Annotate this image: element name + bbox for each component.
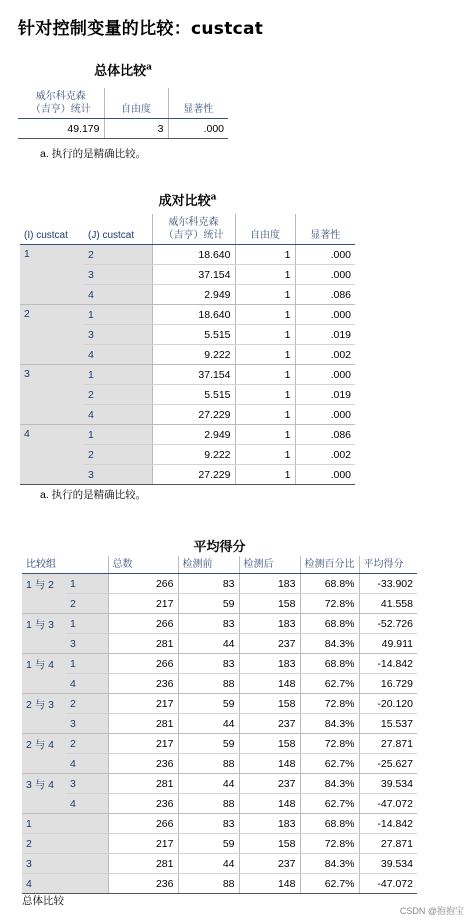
overall-header-row bbox=[18, 88, 228, 119]
watermark: CSDN @抱抱宝 bbox=[399, 906, 464, 916]
avgscore-footnote: 总体比较 bbox=[22, 895, 64, 907]
page-title: 针对控制变量的比较：custcat bbox=[18, 19, 264, 39]
avgscore-score-cell: -33.902 bbox=[359, 574, 417, 594]
avgscore-score-cell: -47.072 bbox=[359, 874, 417, 894]
overall-title-sup: a bbox=[146, 62, 152, 73]
avgscore-percent-cell: 72.8% bbox=[300, 834, 359, 854]
pairwise-df-cell: 1 bbox=[235, 325, 295, 345]
table-row bbox=[20, 365, 355, 385]
pairwise-statistic-cell: 27.229 bbox=[152, 405, 235, 425]
pairwise-statistic-cell: 27.229 bbox=[152, 465, 235, 485]
avgscore-before-cell: 88 bbox=[178, 874, 239, 894]
avgscore-total-cell: 266 bbox=[108, 654, 178, 674]
avgscore-total-cell: 217 bbox=[108, 734, 178, 754]
table-row bbox=[22, 854, 417, 874]
pairwise-sig-cell: .019 bbox=[295, 385, 355, 405]
avgscore-member-label: 1 bbox=[66, 654, 108, 674]
avgscore-percent-cell: 72.8% bbox=[300, 594, 359, 614]
avgscore-percent-cell: 68.8% bbox=[300, 574, 359, 594]
avgscore-after-cell: 237 bbox=[239, 634, 300, 654]
avgscore-member-label: 4 bbox=[66, 754, 108, 774]
avgscore-percent-cell: 84.3% bbox=[300, 774, 359, 794]
avgscore-table-title: 平均得分 bbox=[193, 540, 246, 555]
avgscore-header-percent: 检测百分比 bbox=[300, 556, 359, 574]
overall-footnote: a. 执行的是精确比较。 bbox=[40, 148, 147, 160]
avgscore-total-cell: 281 bbox=[108, 634, 178, 654]
pairwise-j-label: 1 bbox=[84, 305, 152, 325]
pairwise-df-cell: 1 bbox=[235, 425, 295, 445]
avgscore-before-cell: 59 bbox=[178, 594, 239, 614]
avgscore-before-cell: 44 bbox=[178, 714, 239, 734]
pairwise-df-cell: 1 bbox=[235, 405, 295, 425]
avgscore-group-label: 2 与 4 bbox=[22, 734, 66, 774]
avgscore-after-cell: 148 bbox=[239, 674, 300, 694]
avgscore-score-cell: 15.537 bbox=[359, 714, 417, 734]
pairwise-sig-cell: .086 bbox=[295, 285, 355, 305]
pairwise-df-cell: 1 bbox=[235, 465, 295, 485]
avgscore-total-cell: 266 bbox=[108, 814, 178, 834]
pairwise-title-text: 成对比较 bbox=[158, 194, 211, 209]
avgscore-total-cell: 266 bbox=[108, 574, 178, 594]
pairwise-sig-cell: .000 bbox=[295, 265, 355, 285]
table-row bbox=[22, 754, 417, 774]
pairwise-df-cell: 1 bbox=[235, 265, 295, 285]
avgscore-after-cell: 158 bbox=[239, 834, 300, 854]
pairwise-i-label: 3 bbox=[20, 365, 84, 425]
table-row bbox=[22, 654, 417, 674]
avgscore-after-cell: 158 bbox=[239, 594, 300, 614]
avgscore-after-cell: 148 bbox=[239, 874, 300, 894]
avgscore-percent-cell: 84.3% bbox=[300, 854, 359, 874]
pairwise-sig-cell: .000 bbox=[295, 465, 355, 485]
overall-row bbox=[18, 119, 228, 139]
pairwise-header-df: 自由度 bbox=[235, 214, 295, 245]
pairwise-sig-cell: .000 bbox=[295, 405, 355, 425]
avgscore-member-label: 4 bbox=[66, 794, 108, 814]
avgscore-score-cell: -20.120 bbox=[359, 694, 417, 714]
pairwise-i-label: 4 bbox=[20, 425, 84, 485]
avgscore-percent-cell: 68.8% bbox=[300, 814, 359, 834]
pairwise-j-label: 3 bbox=[84, 465, 152, 485]
avgscore-before-cell: 44 bbox=[178, 634, 239, 654]
avgscore-after-cell: 237 bbox=[239, 714, 300, 734]
pairwise-df-cell: 1 bbox=[235, 305, 295, 325]
pairwise-table-title bbox=[20, 190, 355, 209]
avgscore-group-label: 1 与 4 bbox=[22, 654, 66, 694]
table-row bbox=[20, 425, 355, 445]
table-row bbox=[22, 774, 417, 794]
pairwise-j-label: 3 bbox=[84, 325, 152, 345]
overall-title-text: 总体比较 bbox=[94, 64, 147, 79]
avgscore-overall-label: 2 bbox=[22, 834, 108, 854]
avgscore-score-cell: -14.842 bbox=[359, 654, 417, 674]
avgscore-header-group: 比较组 bbox=[22, 556, 108, 574]
table-row bbox=[22, 734, 417, 754]
pairwise-statistic-cell: 9.222 bbox=[152, 345, 235, 365]
pairwise-sig-cell: .002 bbox=[295, 445, 355, 465]
avgscore-before-cell: 83 bbox=[178, 814, 239, 834]
avgscore-before-cell: 83 bbox=[178, 614, 239, 634]
avgscore-member-label: 2 bbox=[66, 594, 108, 614]
avgscore-percent-cell: 84.3% bbox=[300, 714, 359, 734]
avgscore-percent-cell: 62.7% bbox=[300, 794, 359, 814]
table-row bbox=[22, 834, 417, 854]
pairwise-j-label: 2 bbox=[84, 245, 152, 265]
pairwise-j-label: 1 bbox=[84, 425, 152, 445]
pairwise-header-j: (J) custcat bbox=[84, 214, 152, 245]
avgscore-total-cell: 281 bbox=[108, 714, 178, 734]
avgscore-before-cell: 83 bbox=[178, 574, 239, 594]
pairwise-statistic-cell: 5.515 bbox=[152, 385, 235, 405]
pairwise-statistic-cell: 37.154 bbox=[152, 265, 235, 285]
avgscore-percent-cell: 62.7% bbox=[300, 674, 359, 694]
avgscore-after-cell: 148 bbox=[239, 794, 300, 814]
avgscore-after-cell: 158 bbox=[239, 734, 300, 754]
avgscore-member-label: 3 bbox=[66, 774, 108, 794]
pairwise-sig-cell: .000 bbox=[295, 245, 355, 265]
pairwise-j-label: 2 bbox=[84, 445, 152, 465]
avgscore-before-cell: 44 bbox=[178, 774, 239, 794]
avgscore-score-cell: -52.726 bbox=[359, 614, 417, 634]
pairwise-sig-cell: .000 bbox=[295, 365, 355, 385]
avgscore-score-cell: 39.534 bbox=[359, 854, 417, 874]
avgscore-percent-cell: 68.8% bbox=[300, 614, 359, 634]
pairwise-header-statistic: 威尔科克森 （吉亨）统计 bbox=[152, 214, 235, 245]
table-row bbox=[20, 305, 355, 325]
overall-header-statistic: 威尔科克森 （吉亨）统计 bbox=[18, 88, 104, 119]
overall-header-sig: 显著性 bbox=[168, 88, 228, 119]
avgscore-percent-cell: 72.8% bbox=[300, 734, 359, 754]
avgscore-total-cell: 217 bbox=[108, 694, 178, 714]
avgscore-member-label: 3 bbox=[66, 634, 108, 654]
pairwise-df-cell: 1 bbox=[235, 365, 295, 385]
avgscore-before-cell: 44 bbox=[178, 854, 239, 874]
avgscore-percent-cell: 62.7% bbox=[300, 754, 359, 774]
pairwise-j-label: 2 bbox=[84, 385, 152, 405]
avgscore-total-cell: 266 bbox=[108, 614, 178, 634]
avgscore-header-total: 总数 bbox=[108, 556, 178, 574]
avgscore-after-cell: 183 bbox=[239, 614, 300, 634]
avgscore-member-label: 2 bbox=[66, 694, 108, 714]
avgscore-overall-label: 4 bbox=[22, 874, 108, 894]
pairwise-statistic-cell: 2.949 bbox=[152, 425, 235, 445]
overall-table-title bbox=[18, 60, 228, 79]
pairwise-df-cell: 1 bbox=[235, 345, 295, 365]
avgscore-member-label: 2 bbox=[66, 734, 108, 754]
pairwise-statistic-cell: 18.640 bbox=[152, 245, 235, 265]
pairwise-j-label: 1 bbox=[84, 365, 152, 385]
table-row bbox=[22, 574, 417, 594]
avgscore-member-label: 1 bbox=[66, 614, 108, 634]
pairwise-j-label: 4 bbox=[84, 405, 152, 425]
pairwise-sig-cell: .000 bbox=[295, 305, 355, 325]
table-row bbox=[22, 714, 417, 734]
avgscore-score-cell: 16.729 bbox=[359, 674, 417, 694]
avgscore-score-cell: -25.627 bbox=[359, 754, 417, 774]
avgscore-total-cell: 236 bbox=[108, 874, 178, 894]
avgscore-member-label: 3 bbox=[66, 714, 108, 734]
pairwise-header-i: (I) custcat bbox=[20, 214, 84, 245]
avgscore-after-cell: 148 bbox=[239, 754, 300, 774]
table-row bbox=[22, 674, 417, 694]
pairwise-header-sig: 显著性 bbox=[295, 214, 355, 245]
avgscore-score-cell: -47.072 bbox=[359, 794, 417, 814]
overall-df-value: 3 bbox=[104, 119, 168, 139]
pairwise-statistic-cell: 18.640 bbox=[152, 305, 235, 325]
avgscore-total-cell: 281 bbox=[108, 774, 178, 794]
avgscore-total-cell: 236 bbox=[108, 794, 178, 814]
pairwise-statistic-cell: 37.154 bbox=[152, 365, 235, 385]
avgscore-total-cell: 281 bbox=[108, 854, 178, 874]
pairwise-df-cell: 1 bbox=[235, 285, 295, 305]
pairwise-df-cell: 1 bbox=[235, 445, 295, 465]
pairwise-j-label: 3 bbox=[84, 265, 152, 285]
avgscore-score-cell: 39.534 bbox=[359, 774, 417, 794]
avgscore-group-label: 1 与 2 bbox=[22, 574, 66, 614]
overall-sig-value: .000 bbox=[168, 119, 228, 139]
pairwise-df-cell: 1 bbox=[235, 245, 295, 265]
table-row bbox=[22, 634, 417, 654]
table-row bbox=[22, 794, 417, 814]
table-row bbox=[22, 594, 417, 614]
avgscore-after-cell: 237 bbox=[239, 774, 300, 794]
table-row bbox=[22, 814, 417, 834]
pairwise-j-label: 4 bbox=[84, 345, 152, 365]
avgscore-percent-cell: 62.7% bbox=[300, 874, 359, 894]
table-row bbox=[20, 245, 355, 265]
avgscore-total-cell: 217 bbox=[108, 834, 178, 854]
table-row bbox=[22, 614, 417, 634]
pairwise-title-sup: a bbox=[210, 192, 217, 203]
avgscore-score-cell: 49.911 bbox=[359, 634, 417, 654]
pairwise-sig-cell: .086 bbox=[295, 425, 355, 445]
avgscore-after-cell: 183 bbox=[239, 574, 300, 594]
pairwise-sig-cell: .002 bbox=[295, 345, 355, 365]
table-row bbox=[22, 694, 417, 714]
pairwise-statistic-cell: 2.949 bbox=[152, 285, 235, 305]
overall-statistic-value: 49.179 bbox=[18, 119, 104, 139]
avgscore-after-cell: 158 bbox=[239, 694, 300, 714]
avgscore-percent-cell: 68.8% bbox=[300, 654, 359, 674]
avgscore-after-cell: 237 bbox=[239, 854, 300, 874]
avgscore-before-cell: 88 bbox=[178, 674, 239, 694]
avgscore-group-label: 1 与 3 bbox=[22, 614, 66, 654]
avgscore-before-cell: 59 bbox=[178, 834, 239, 854]
overall-table bbox=[18, 88, 228, 139]
avgscore-before-cell: 59 bbox=[178, 734, 239, 754]
avgscore-header-row bbox=[22, 556, 417, 574]
avgscore-total-cell: 236 bbox=[108, 754, 178, 774]
avgscore-overall-label: 1 bbox=[22, 814, 108, 834]
avgscore-percent-cell: 84.3% bbox=[300, 634, 359, 654]
avgscore-header-before: 检测前 bbox=[178, 556, 239, 574]
avgscore-group-label: 3 与 4 bbox=[22, 774, 66, 814]
avgscore-score-cell: 41.558 bbox=[359, 594, 417, 614]
avgscore-score-cell: -14.842 bbox=[359, 814, 417, 834]
table-row bbox=[22, 874, 417, 894]
pairwise-sig-cell: .019 bbox=[295, 325, 355, 345]
avgscore-header-score: 平均得分 bbox=[359, 556, 417, 574]
avgscore-overall-label: 3 bbox=[22, 854, 108, 874]
pairwise-footnote: a. 执行的是精确比较。 bbox=[40, 489, 147, 501]
avgscore-total-cell: 236 bbox=[108, 674, 178, 694]
avgscore-header-after: 检测后 bbox=[239, 556, 300, 574]
pairwise-i-label: 2 bbox=[20, 305, 84, 365]
pairwise-j-label: 4 bbox=[84, 285, 152, 305]
pairwise-header-row bbox=[20, 214, 355, 245]
pairwise-statistic-cell: 9.222 bbox=[152, 445, 235, 465]
avgscore-before-cell: 59 bbox=[178, 694, 239, 714]
overall-header-df: 自由度 bbox=[104, 88, 168, 119]
avgscore-member-label: 1 bbox=[66, 574, 108, 594]
avgscore-member-label: 4 bbox=[66, 674, 108, 694]
avgscore-before-cell: 88 bbox=[178, 754, 239, 774]
avgscore-group-label: 2 与 3 bbox=[22, 694, 66, 734]
pairwise-table bbox=[20, 214, 355, 485]
avgscore-after-cell: 183 bbox=[239, 654, 300, 674]
pairwise-statistic-cell: 5.515 bbox=[152, 325, 235, 345]
pairwise-i-label: 1 bbox=[20, 245, 84, 305]
avgscore-percent-cell: 72.8% bbox=[300, 694, 359, 714]
avgscore-score-cell: 27.871 bbox=[359, 834, 417, 854]
avgscore-after-cell: 183 bbox=[239, 814, 300, 834]
pairwise-df-cell: 1 bbox=[235, 385, 295, 405]
avgscore-before-cell: 88 bbox=[178, 794, 239, 814]
avgscore-total-cell: 217 bbox=[108, 594, 178, 614]
avgscore-score-cell: 27.871 bbox=[359, 734, 417, 754]
avgscore-before-cell: 83 bbox=[178, 654, 239, 674]
avgscore-table bbox=[22, 556, 417, 894]
